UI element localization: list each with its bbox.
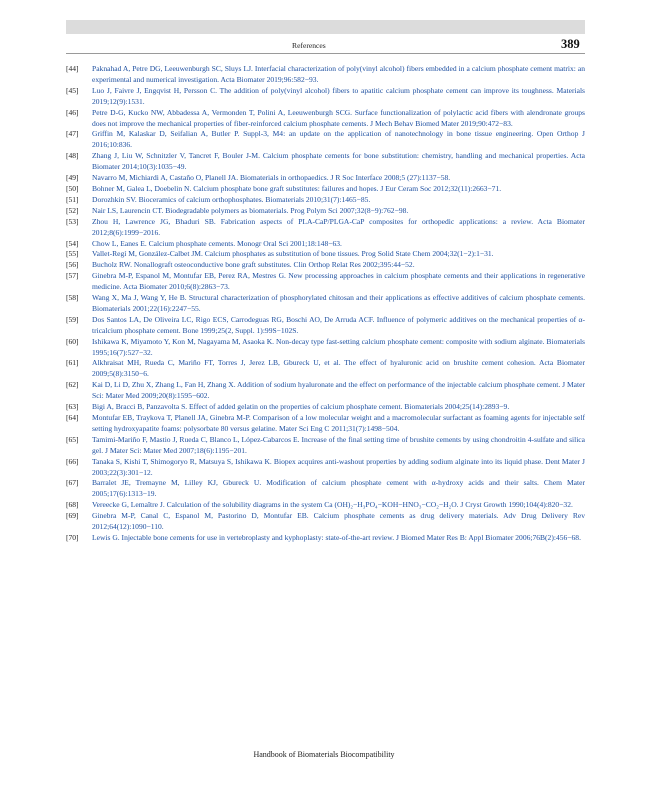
reference-number: [61] — [66, 358, 79, 368]
reference-citation-link[interactable]: Chow L, Eanes E. Calcium phosphate cements. Monogr Oral Sci 2001;18:148−63. — [92, 238, 342, 248]
reference-citation-link[interactable]: Bohner M, Galea L, Doebelin N. Calcium phosphate bone graft substitutes: failures and hopes. J Eur Ceram Soc 2012;32(11):2663−71. — [92, 183, 502, 193]
reference-number: [45] — [66, 85, 79, 95]
reference-item — [66, 271, 585, 293]
reference-item — [66, 402, 585, 413]
reference-citation-link[interactable]: Vallet-Regí M, González-Calbet JM. Calcium phosphates as substitution of bone tissues. Prog Solid State Chem 2004;32(1−2):1−31. — [92, 249, 494, 259]
reference-citation-link[interactable]: Ginebra M-P, Espanol M, Montufar EB, Perez RA, Mestres G. New processing approaches in calcium phosphate cements and their applications in regenerative medicine. Acta Biomater 2010;6(8):2863−73. — [92, 271, 585, 292]
reference-citation-link[interactable]: Barralet JE, Tremayne M, Lilley KJ, Gbureck U. Modification of calcium phosphate cement with α-hydroxy acids and their salts. Chem Mater 2005;17(6):1313−19. — [92, 478, 585, 499]
reference-number: [50] — [66, 183, 79, 193]
reference-citation-link[interactable]: Paknahad A, Petre DG, Leeuwenburgh SC, Sluys LJ. Interfacial characterization of poly(vinyl alcohol) fibers embedded in a calcium phosphate cement matrix: an experimental and numerical investigation. Acta Biomater 2019;96:582−93. — [92, 64, 585, 84]
reference-number: [63] — [66, 402, 79, 412]
reference-item — [66, 239, 585, 250]
reference-citation-link[interactable]: Lewis G. Injectable bone cements for use in vertebroplasty and kyphoplasty: state-of-the-art review. J Biomed Mater Res B: Appl Biomater 2006;76B(2):456−68. — [92, 532, 581, 542]
reference-item — [66, 500, 585, 511]
reference-citation-link[interactable]: Dorozhkin SV. Bioceramics of calcium orthophosphates. Biomaterials 2010;31(7):1465−85. — [92, 194, 371, 204]
reference-citation-link[interactable]: Griffin M, Kalaskar D, Seifalian A, Butler P. Suppl-3, M4: an update on the application of nanotechnology in bone tissue engineering. Open Orthop J 2016;10:836. — [92, 129, 585, 150]
reference-item — [66, 206, 585, 217]
reference-citation-link[interactable]: Vereecke G, Lemaître J. Calculation of the solubility diagrams in the system Ca (OH)₂−H₃PO₄−KOH−HNO₃−CO₂−H₂O. J Cryst Growth 1990;104(4):820−32. — [92, 500, 573, 510]
reference-citation-link[interactable]: Tanaka S, Kishi T, Shimogoryo R, Matsuya S, Ishikawa K. Biopex acquires anti-washout properties by adding sodium alginate into its liquid phase. Dent Mater J 2003;22(3):301−12. — [92, 456, 585, 477]
header-divider — [66, 53, 585, 54]
reference-number: [47] — [66, 129, 79, 139]
reference-citation-link[interactable]: Kai D, Li D, Zhu X, Zhang L, Fan H, Zhang X. Addition of sodium hyaluronate and the effect on performance of the injectable calcium phosphate cement. J Mater Sci: Mater Med 2009;20(8):1595−602. — [92, 380, 585, 401]
reference-item — [66, 217, 585, 239]
reference-citation-link[interactable]: Petre D-G, Kucko NW, Abbadessa A, Vermonden T, Polini A, Leeuwenburgh SCG. Surface functionalization of polylactic acid fibers with alendronate groups does not improve the mechanical properties of fiber-reinforced calcium phosphate cements. J Mech Behav Biomed Mater 2019;90:472−83. — [92, 107, 585, 128]
reference-item — [66, 195, 585, 206]
reference-citation-link[interactable]: Bucholz RW. Nonallograft osteoconductive bone graft substitutes. Clin Orthop Relat Res 2002;395:44−52. — [92, 260, 415, 270]
reference-item — [66, 457, 585, 479]
reference-number: [46] — [66, 107, 79, 117]
reference-citation-link[interactable]: Tamimi-Mariño F, Mastio J, Rueda C, Blanco L, López-Cabarcos E. Increase of the final setting time of brushite cements by using chondroitin 4-sulfate and silica gel. J Mater Sci: Mater Med 2007;18(6):1195−201. — [92, 434, 585, 455]
reference-number: [48] — [66, 151, 79, 161]
reference-item — [66, 64, 585, 86]
reference-citation-link[interactable]: Luo J, Faivre J, Engqvist H, Persson C. The addition of poly(vinyl alcohol) fibers to apatitic calcium phosphate cement can improve its toughness. Materials 2019;12(9):1531. — [92, 85, 585, 106]
reference-number: [60] — [66, 336, 79, 346]
header-bar — [66, 20, 585, 34]
reference-citation-link[interactable]: Nair LS, Laurencin CT. Biodegradable polymers as biomaterials. Prog Polym Sci 2007;32(8−9):762−98. — [92, 205, 409, 215]
book-title-footer: Handbook of Biomaterials Biocompatibility — [253, 750, 395, 759]
reference-citation-link[interactable]: Ginebra M-P, Canal C, Espanol M, Pastorino D, Montufar EB. Calcium phosphate cements as drug delivery materials. Adv Drug Delivery Rev 2012;64(12):1090−110. — [92, 511, 585, 532]
reference-item — [66, 151, 585, 173]
reference-number: [51] — [66, 194, 79, 204]
reference-number: [58] — [66, 293, 79, 303]
reference-number: [59] — [66, 314, 79, 324]
reference-item — [66, 315, 585, 337]
reference-item — [66, 380, 585, 402]
reference-item — [66, 413, 585, 435]
reference-citation-link[interactable]: Wang X, Ma J, Wang Y, He B. Structural characterization of phosphorylated chitosan and their applications as effective additives of calcium phosphate cements. Biomaterials 2001;22(16):2247−55. — [92, 293, 585, 313]
reference-citation-link[interactable]: Montufar EB, Traykova T, Planell JA, Ginebra M-P. Comparison of a low molecular weight and a macromolecular surfactant as foaming agents for injectable self setting hydroxyapatite foams: polysorbate 80 versus gelatine. Mater Sci Eng C 2011;31(7):1498−504. — [92, 413, 585, 433]
reference-number: [65] — [66, 434, 79, 444]
reference-number: [69] — [66, 511, 79, 521]
reference-number: [68] — [66, 500, 79, 510]
reference-citation-link[interactable]: Ishikawa K, Miyamoto Y, Kon M, Nagayama M, Asaoka K. Non-decay type fast-setting calcium phosphate cement: composite with sodium alginate. Biomaterials 1995;16(7):527−32. — [92, 336, 585, 357]
reference-item — [66, 173, 585, 184]
reference-list — [66, 64, 585, 544]
reference-item — [66, 129, 585, 151]
reference-citation-link[interactable]: Dos Santos LA, De Oliveira LC, Rigo ECS, Carrodeguas RG, Boschi AO, De Arruda ACF. Influence of polymeric additives on the mechanical properties of α-tricalcium phosphate cement. Bone 1999;25(2, Suppl. 1):99S−102S. — [92, 314, 585, 335]
reference-item — [66, 533, 585, 544]
reference-number: [67] — [66, 478, 79, 488]
reference-number: [57] — [66, 271, 79, 281]
reference-number: [66] — [66, 456, 79, 466]
reference-item — [66, 337, 585, 359]
reference-item — [66, 435, 585, 457]
reference-item — [66, 260, 585, 271]
reference-number: [64] — [66, 413, 79, 422]
reference-item — [66, 249, 585, 260]
reference-item — [66, 108, 585, 130]
reference-citation-link[interactable]: Bigi A, Bracci B, Panzavolta S. Effect of added gelatin on the properties of calcium phosphate cement. Biomaterials 2004;25(14):2893−9. — [92, 402, 510, 412]
reference-item — [66, 293, 585, 315]
reference-number: [55] — [66, 249, 79, 259]
reference-citation-link[interactable]: Alkhraisat MH, Rueda C, Mariño FT, Torres J, Jerez LB, Gbureck U, et al. The effect of hyaluronic acid on brushite cement cohesion. Acta Biomater 2009;5(8):3150−6. — [92, 358, 585, 379]
reference-number: [44] — [66, 64, 79, 73]
reference-number: [52] — [66, 205, 79, 215]
reference-item — [66, 358, 585, 380]
running-title: References — [292, 41, 326, 50]
reference-item — [66, 478, 585, 500]
reference-number: [56] — [66, 260, 79, 270]
reference-citation-link[interactable]: Zhou H, Lawrence JG, Bhaduri SB. Fabrication aspects of PLA-CaP/PLGA-CaP composites for orthopedic applications: a review. Acta Biomater 2012;8(6):1999−2016. — [92, 216, 585, 237]
reference-number: [62] — [66, 380, 79, 390]
reference-number: [70] — [66, 532, 79, 542]
reference-citation-link[interactable]: Zhang J, Liu W, Schnitzler V, Tancret F, Bouler J-M. Calcium phosphate cements for bone substitution: chemistry, handling and mechanical properties. Acta Biomater 2014;10(3):1035−49. — [92, 151, 585, 172]
reference-item — [66, 86, 585, 108]
reference-number: [49] — [66, 173, 79, 183]
page-number: 389 — [561, 37, 580, 51]
reference-number: [53] — [66, 216, 79, 226]
reference-citation-link[interactable]: Navarro M, Michiardi A, Castaño O, Planell JA. Biomaterials in orthopaedics. J R Soc Interface 2008;5 (27):1137−58. — [92, 173, 451, 183]
reference-item — [66, 511, 585, 533]
reference-item — [66, 184, 585, 195]
reference-number: [54] — [66, 238, 79, 248]
